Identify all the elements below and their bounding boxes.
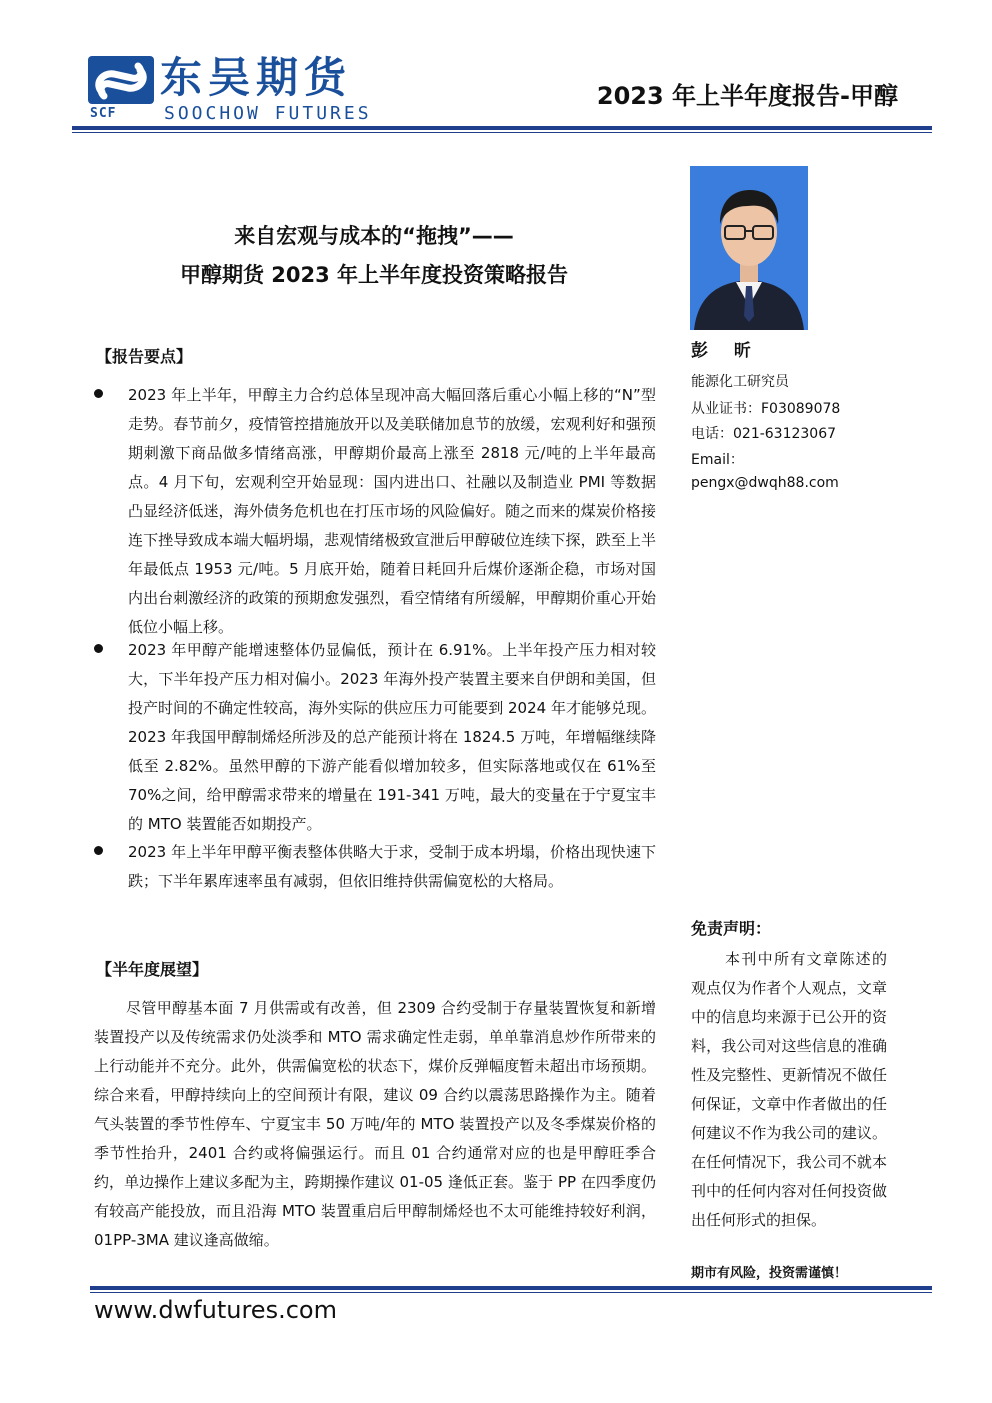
key-points-heading: 【报告要点】 (96, 347, 193, 366)
outlook-body: 尽管甲醇基本面 7 月供需或有改善，但 2309 合约受制于存量装置恢复和新增装置投产以及传统需求仍处淡季和 MTO 需求确定性走弱，单单靠消息炒作所带来的上行动能并不充分。此外，供需偏宽松的状态下，煤价反弹幅度暂未超出市场预期。综合来看，甲醇持续向上的空间预计有限，建议 09 合约以震荡思路操作为主。随着气头装置的季节性停车、宁夏宝丰 50 万吨/年的 MTO 装置投产以及冬季煤炭价格的季节性抬升，2401 合约或将偏强运行。而且 01 合约通常对应的也是甲醇旺季合约，单边操作上建议多配为主，跨期操作建议 01-05 逢低正套。鉴于 PP 在四季度仍有较高产能投放，而且沿海 MTO 装置重启后甲醇制烯烃也不太可能维持较好利润，01PP-3MA 建议逢高做缩。 (94, 999, 656, 1249)
author-portrait-icon (690, 166, 808, 330)
bullet-icon (94, 846, 103, 855)
disclaimer-title: 免责声明： (691, 919, 772, 938)
author-email-label: Email： (691, 452, 744, 468)
author-role: 能源化工研究员 (691, 374, 789, 390)
key-point-text: 2023 年上半年甲醇平衡表整体供略大于求，受制于成本坍塌，价格出现快速下跌；下半年累库速率虽有减弱，但依旧维持供需偏宽松的大格局。 (128, 843, 656, 890)
bullet-icon (94, 389, 103, 398)
company-logo (88, 54, 400, 126)
key-point-item (94, 838, 656, 896)
author-email[interactable]: pengx@dwqh88.com (691, 475, 839, 491)
header-divider-thin (72, 132, 932, 133)
footer-divider-thin (90, 1292, 932, 1293)
logo-chinese-name: 东吴期货 (160, 53, 353, 102)
author-name: 彭 昕 (691, 341, 761, 361)
disclaimer-body: 本刊中所有文章陈述的观点仅为作者个人观点，文章中的信息均来源于已公开的资料，我公司对这些信息的准确性及完整性、更新情况不做任何保证，文章中作者做出的任何建议不作为我公司的建议。在任何情况下，我公司不就本刊中的任何内容对任何投资做出任何形式的担保。 (691, 950, 887, 1229)
footer-divider (90, 1286, 932, 1290)
author-photo (690, 166, 808, 330)
footer-website-link[interactable]: www.dwfutures.com (94, 1296, 337, 1324)
key-point-text: 2023 年甲醇产能增速整体仍显偏低，预计在 6.91%。上半年投产压力相对较大，下半年投产压力相对偏小。2023 年海外投产装置主要来自伊朗和美国，但投产时间的不确定性较高，海外实际的供应压力可能要到 2024 年才能够兑现。2023 年我国甲醇制烯烃所涉及的总产能预计将在 1824.5 万吨，年增幅继续降低至 2.82%。虽然甲醇的下游产能看似增加较多，但实际落地或仅在 61%至 70%之间，给甲醇需求带来的增量在 191-341 万吨，最大的变量在于宁夏宝丰的 MTO 装置能否如期投产。 (128, 641, 656, 833)
author-phone: 电话：021-63123067 (691, 426, 837, 442)
key-point-item (94, 636, 656, 839)
logo-abbr: SCF (90, 106, 117, 121)
report-header-title: 2023 年上半年度报告-甲醇 (596, 82, 898, 110)
risk-warning: 期市有风险，投资需谨慎！ (691, 1266, 848, 1281)
author-license: 从业证书：F03089078 (691, 401, 841, 417)
report-title-line2: 甲醇期货 2023 年上半年度投资策略报告 (179, 263, 569, 287)
header-divider (72, 126, 932, 130)
report-title-line1: 来自宏观与成本的“拖拽”—— (234, 224, 514, 248)
bullet-icon (94, 644, 103, 653)
key-point-item (94, 381, 656, 642)
key-point-text: 2023 年上半年，甲醇主力合约总体呈现冲高大幅回落后重心小幅上移的“N”型走势。春节前夕，疫情管控措施放开以及美联储加息节的放缓，宏观利好和强预期刺激下商品做多情绪高涨，甲醇期价最高上涨至 2818 元/吨的上半年最高点。4 月下旬，宏观利空开始显现：国内进出口、社融以及制造业 PMI 等数据凸显经济低迷，海外债务危机也在打压市场的风险偏好。随之而来的煤炭价格接连下挫导致成本端大幅坍塌，悲观情绪极致宣泄后甲醇破位连续下探，跌至上半年最低点 1953 元/吨。5 月底开始，随着日耗回升后煤价逐渐企稳，市场对国内出台刺激经济的政策的预期愈发强烈，看空情绪有所缓解，甲醇期价重心开始低位小幅上移。 (128, 386, 656, 636)
outlook-heading: 【半年度展望】 (96, 960, 209, 979)
logo-english-name: SOOCHOW FUTURES (164, 103, 372, 124)
